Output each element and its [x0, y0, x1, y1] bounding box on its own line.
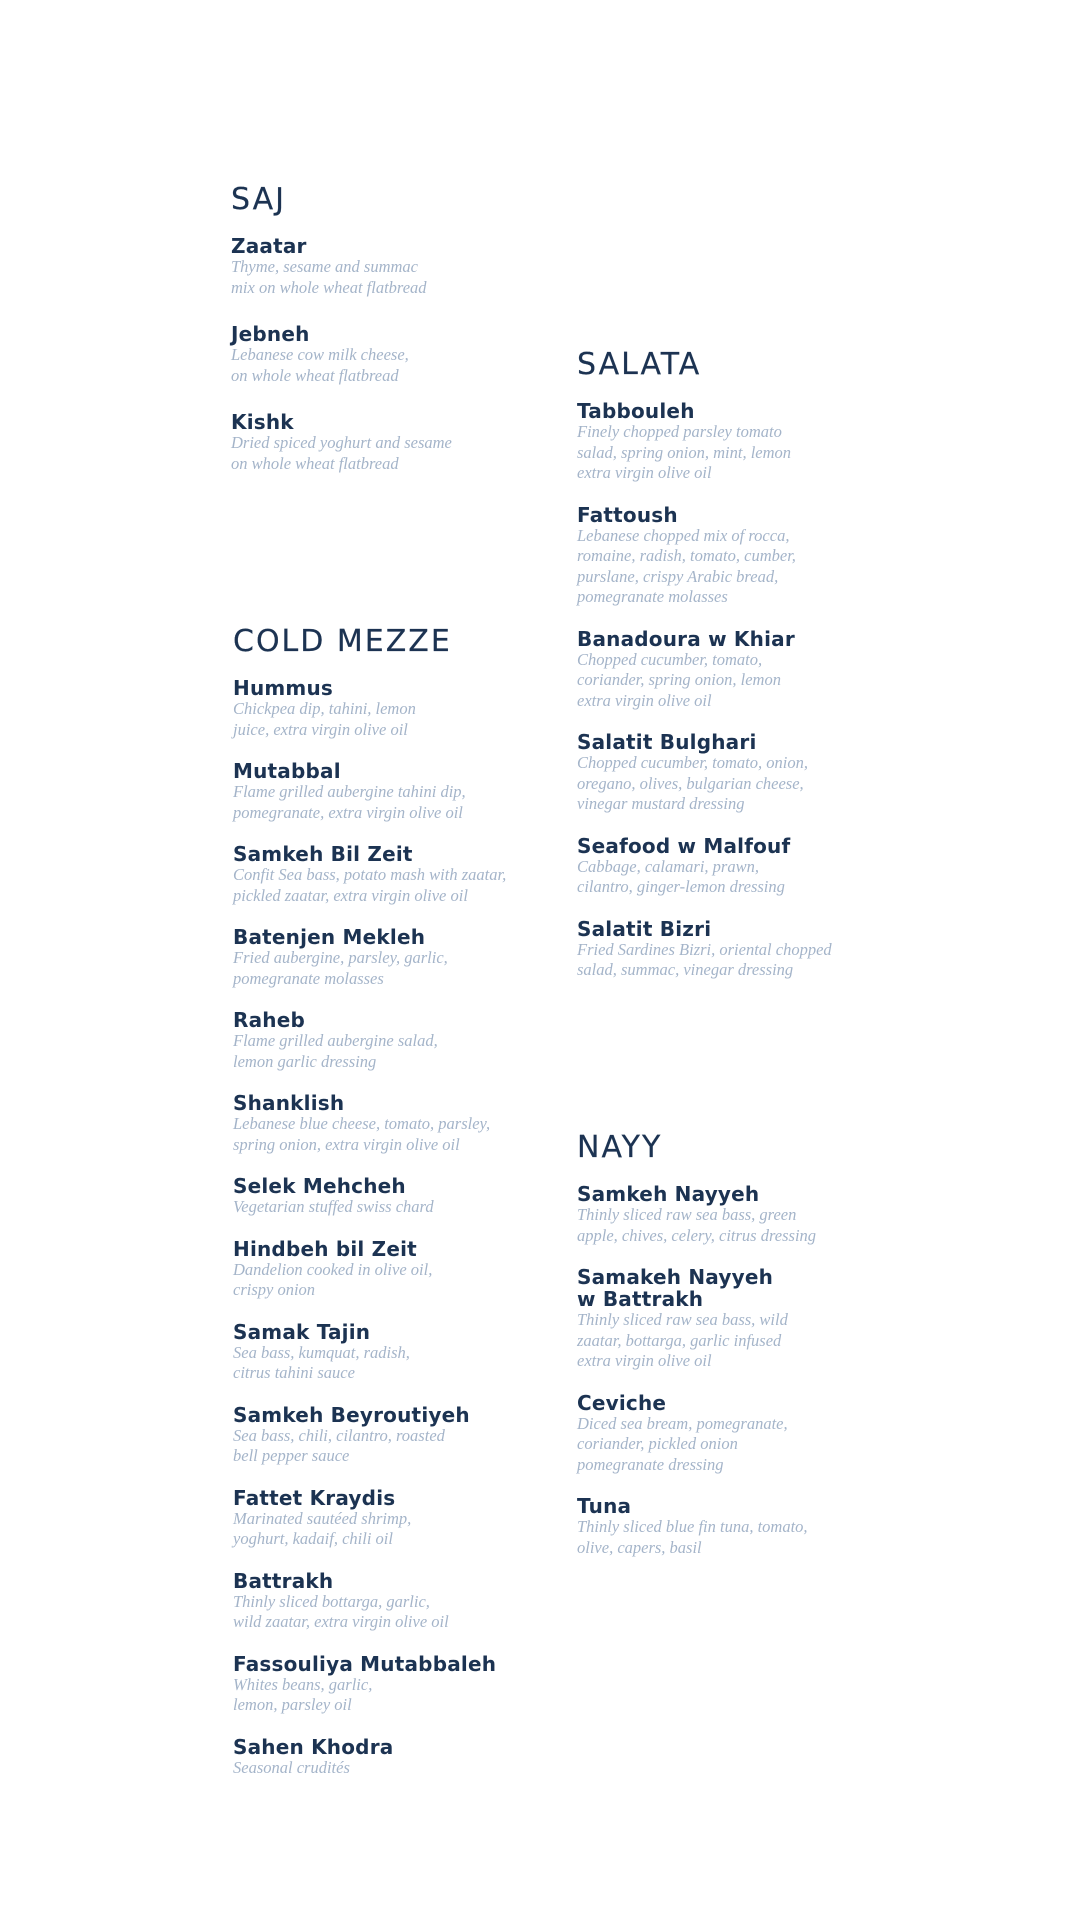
- menu-item-name: Hindbeh bil Zeit: [233, 1236, 417, 1261]
- menu-item-name: Jebneh: [231, 322, 310, 346]
- menu-item-name: Ceviche: [577, 1390, 667, 1415]
- menu-item-description: Whites beans, garlic, lemon, parsley oil: [233, 1674, 373, 1714]
- menu-item-name: Kishk: [231, 410, 294, 434]
- menu-item-description: Seasonal crudités: [233, 1757, 350, 1777]
- menu-item: [231, 411, 452, 474]
- menu-item-description: Thinly sliced bottarga, garlic, wild zaatar, extra virgin olive oil: [233, 1591, 449, 1631]
- menu-item-name: Samakeh Nayyeh w Battrakh: [577, 1265, 774, 1311]
- menu-item: [577, 628, 832, 712]
- menu-item-name: Shanklish: [233, 1091, 345, 1115]
- menu-item-name: Selek Mehcheh: [233, 1174, 406, 1198]
- menu-item: [233, 1487, 506, 1550]
- menu-item-description: Chickpea dip, tahini, lemon juice, extra virgin olive oil: [233, 699, 416, 739]
- menu-item: [233, 926, 506, 989]
- menu-item-name: Mutabbal: [233, 759, 341, 783]
- menu-item-description: Cabbage, calamari, prawn, cilantro, ginger-lemon dressing: [577, 856, 785, 896]
- section-title: SAJ: [231, 182, 286, 217]
- menu-item: [577, 400, 832, 484]
- menu-item-name: Zaatar: [231, 234, 307, 258]
- menu-list: [577, 400, 832, 981]
- menu-item-name: Fassouliya Mutabbaleh: [233, 1651, 497, 1676]
- menu-item-name: Fattet Kraydis: [233, 1485, 396, 1510]
- menu-item-description: Sea bass, chili, cilantro, roasted bell pepper sauce: [233, 1425, 445, 1465]
- menu-item: [233, 1175, 506, 1218]
- menu-item-description: Lebanese cow milk cheese, on whole wheat flatbread: [231, 345, 409, 385]
- menu-item-name: Hummus: [233, 676, 333, 700]
- menu-item-name: Battrakh: [233, 1568, 334, 1593]
- menu-item: [577, 1183, 816, 1246]
- menu-item: [233, 1653, 506, 1716]
- menu-item-description: Dried spiced yoghurt and sesame on whole wheat flatbread: [231, 433, 452, 473]
- menu-item-name: Batenjen Mekleh: [233, 925, 426, 949]
- menu-list: [231, 235, 452, 474]
- menu-item: [233, 1736, 506, 1779]
- menu-item: [577, 504, 832, 608]
- menu-item: [233, 677, 506, 740]
- menu-item: [577, 1392, 816, 1476]
- menu-item-name: Seafood w Malfouf: [577, 833, 791, 858]
- menu-item-name: Fattoush: [577, 502, 678, 527]
- menu-item-description: Flame grilled aubergine tahini dip, pomegranate, extra virgin olive oil: [233, 782, 466, 822]
- menu-item-name: Samak Tajin: [233, 1319, 371, 1344]
- menu-item: [233, 1404, 506, 1467]
- section-saj: [231, 182, 452, 474]
- menu-item-description: Dandelion cooked in olive oil, crispy onion: [233, 1259, 433, 1299]
- menu-item: [577, 835, 832, 898]
- menu-item-description: Thinly sliced raw sea bass, green apple, chives, celery, citrus dressing: [577, 1205, 817, 1245]
- menu-item: [577, 918, 832, 981]
- menu-item-description: Vegetarian stuffed swiss chard: [233, 1197, 434, 1216]
- menu-item-name: Samkeh Bil Zeit: [233, 842, 413, 866]
- menu-item-name: Tuna: [577, 1494, 632, 1518]
- menu-item-name: Tabbouleh: [577, 399, 695, 423]
- menu-item-name: Raheb: [233, 1008, 306, 1032]
- menu-item-name: Salatit Bulghari: [577, 730, 757, 754]
- menu-item: [233, 1238, 506, 1301]
- menu-item-description: Thinly sliced raw sea bass, wild zaatar, bottarga, garlic infused extra virgin olive oil: [577, 1310, 788, 1370]
- section-cold-mezze: [233, 624, 507, 1778]
- menu-list: [577, 1183, 816, 1558]
- menu-item-description: Finely chopped parsley tomato salad, spring onion, mint, lemon extra virgin olive oil: [577, 422, 792, 482]
- menu-item-description: Sea bass, kumquat, radish, citrus tahini sauce: [233, 1342, 410, 1382]
- menu-item-description: Thyme, sesame and summac mix on whole wheat flatbread: [231, 257, 427, 297]
- menu-item: [577, 731, 832, 815]
- menu-item: [233, 1570, 506, 1633]
- menu-item-description: Lebanese blue cheese, tomato, parsley, spring onion, extra virgin olive oil: [233, 1114, 491, 1154]
- section-salata: [577, 347, 832, 981]
- menu-item: [233, 760, 506, 823]
- menu-item-description: Diced sea bream, pomegranate, coriander, pickled onion pomegranate dressing: [577, 1413, 788, 1474]
- menu-item-description: Chopped cucumber, tomato, onion, oregano, olives, bulgarian cheese, vinegar mustard dressing: [577, 753, 808, 813]
- menu-list: [233, 677, 506, 1778]
- menu-item-name: Samkeh Beyroutiyeh: [233, 1402, 470, 1427]
- section-title: NAYY: [577, 1130, 663, 1165]
- section-title: SALATA: [577, 347, 702, 382]
- menu-item-name: Sahen Khodra: [233, 1734, 394, 1759]
- menu-item-description: Thinly sliced blue fin tuna, tomato, olive, capers, basil: [577, 1517, 808, 1557]
- menu-item-description: Marinated sautéed shrimp, yoghurt, kadaif, chili oil: [233, 1508, 412, 1548]
- menu-item-description: Flame grilled aubergine salad, lemon garlic dressing: [233, 1031, 438, 1071]
- menu-item: [233, 1321, 506, 1384]
- menu-item-name: Banadoura w Khiar: [577, 626, 795, 651]
- menu-item-description: Fried Sardines Bizri, oriental chopped salad, summac, vinegar dressing: [577, 939, 832, 979]
- section-nayy: [577, 1130, 817, 1558]
- section-title: COLD MEZZE: [233, 624, 452, 659]
- menu-item-description: Confit Sea bass, potato mash with zaatar, pickled zaatar, extra virgin olive oil: [233, 865, 507, 905]
- menu-item: [577, 1495, 816, 1558]
- menu-item: [231, 235, 452, 298]
- menu-item: [233, 1009, 506, 1072]
- menu-item: [233, 1092, 506, 1155]
- menu-item-description: Chopped cucumber, tomato, coriander, spring onion, lemon extra virgin olive oil: [577, 649, 781, 710]
- menu-item: [233, 843, 506, 906]
- menu-item-description: Fried aubergine, parsley, garlic, pomegranate molasses: [233, 948, 448, 988]
- menu-item: [577, 1266, 816, 1372]
- menu-item-description: Lebanese chopped mix of rocca, romaine, radish, tomato, cumber, purslane, crispy Arabic bread, pomegranate molasses: [577, 525, 796, 606]
- menu-item-name: Salatit Bizri: [577, 916, 712, 941]
- menu-item-name: Samkeh Nayyeh: [577, 1182, 760, 1206]
- menu-item: [231, 323, 452, 386]
